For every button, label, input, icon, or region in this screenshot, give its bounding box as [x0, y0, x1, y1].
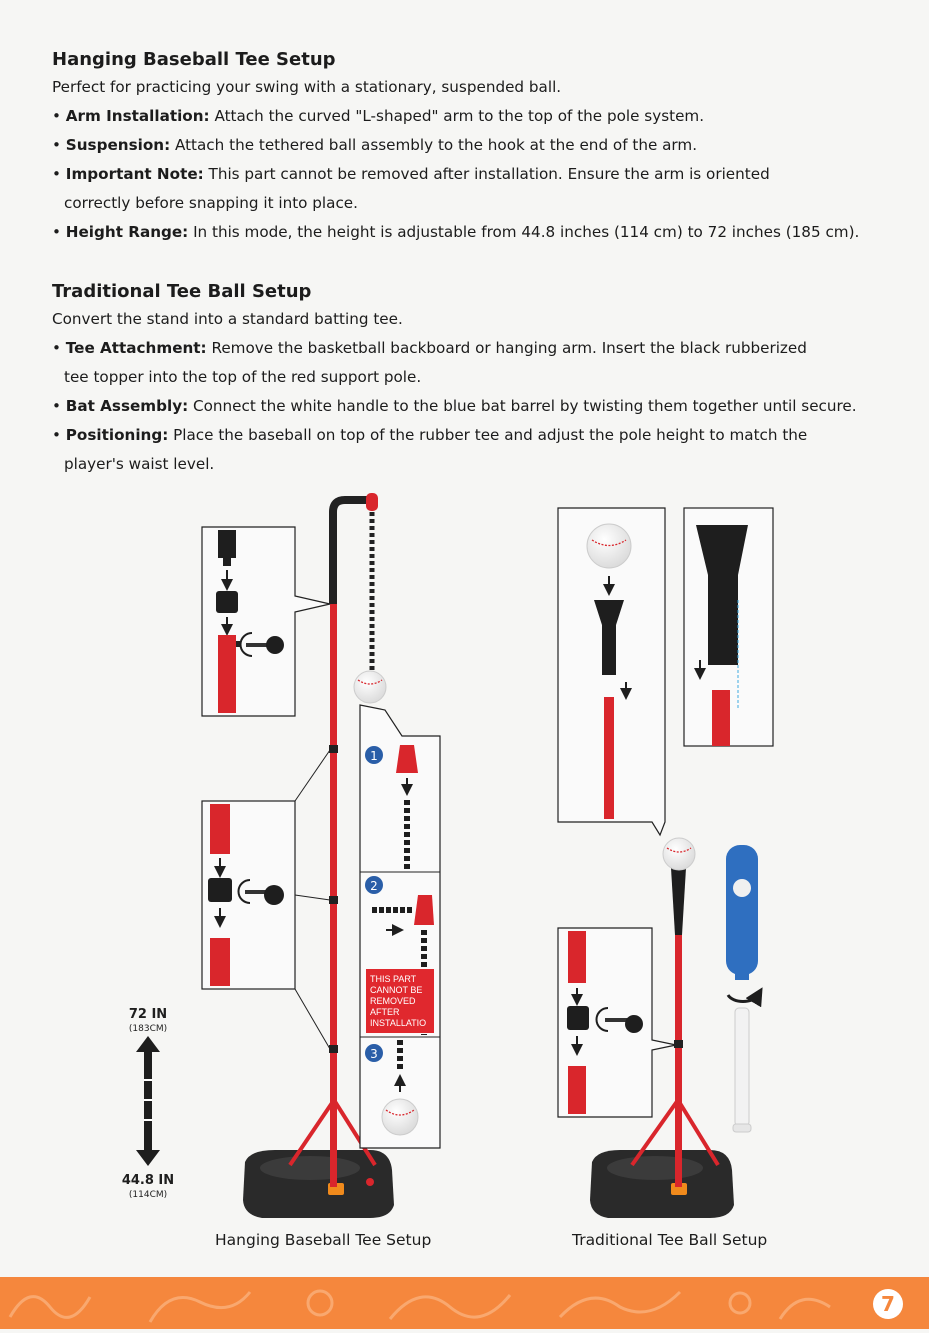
svg-text:CANNOT BE: CANNOT BE	[370, 985, 423, 995]
bullet-height-range: • Height Range: In this mode, the height is adjustable from 44.8 inches (114 cm) to 72 inches (185 cm).	[52, 223, 860, 241]
bullet-suspension: • Suspension: Attach the tethered ball assembly to the hook at the end of the arm.	[52, 136, 698, 154]
bullet-arm-installation: • Arm Installation: Attach the curved "L-shaped" arm to the top of the pole system.	[52, 107, 705, 125]
svg-text:AFTER: AFTER	[370, 1007, 400, 1017]
swirl-pattern	[0, 1277, 929, 1329]
svg-text:(114CM): (114CM)	[128, 1190, 168, 1200]
svg-text:REMOVED: REMOVED	[370, 996, 416, 1006]
step-badge-3	[365, 1044, 383, 1062]
inset-tee-topper	[558, 508, 665, 835]
svg-text:3: 3	[370, 1047, 378, 1061]
bullet-important-note-cont: correctly before snapping it into place.	[64, 194, 358, 212]
svg-text:2: 2	[370, 879, 378, 893]
svg-text:1: 1	[370, 749, 378, 763]
inset-tee-clamp	[558, 928, 676, 1117]
height-indicator	[122, 1007, 174, 1200]
section-intro: Convert the stand into a standard batting tee.	[52, 310, 403, 328]
bullet-important-note: • Important Note: This part cannot be removed after installation. Ensure the arm is oriented	[52, 165, 770, 183]
caption-traditional: Traditional Tee Ball Setup	[572, 1231, 768, 1249]
step-badge-1	[365, 746, 383, 764]
caption-hanging: Hanging Baseball Tee Setup	[215, 1231, 432, 1249]
svg-text:72 IN: 72 IN	[128, 1007, 168, 1022]
page-number: 7	[873, 1289, 903, 1319]
bullet-positioning: • Positioning: Place the baseball on top of the rubber tee and adjust the pole height to match the	[52, 426, 808, 444]
bullet-tee-attachment: • Tee Attachment: Remove the basketball backboard or hanging arm. Insert the black rubberized	[52, 339, 807, 357]
inset-tether-steps	[360, 705, 440, 1148]
section-title: Hanging Baseball Tee Setup	[52, 49, 336, 70]
bat-icon	[726, 845, 758, 1132]
svg-text:44.8 IN: 44.8 IN	[121, 1173, 175, 1188]
svg-text:INSTALLATIO: INSTALLATIO	[370, 1018, 427, 1028]
section-title: Traditional Tee Ball Setup	[52, 281, 312, 302]
inset-arm-clamp	[202, 527, 330, 716]
svg-text:THIS PART: THIS PART	[370, 974, 417, 984]
inset-topper-detail	[684, 508, 773, 746]
bullet-tee-attachment-cont: tee topper into the top of the red support pole.	[64, 368, 422, 386]
page-footer-band	[0, 1277, 929, 1329]
step-badge-2	[365, 876, 383, 894]
bullet-positioning-cont: player's waist level.	[64, 455, 215, 473]
bullet-bat-assembly: • Bat Assembly: Connect the white handle to the blue bat barrel by twisting them together until secure.	[52, 397, 857, 415]
section-intro: Perfect for practicing your swing with a stationary, suspended ball.	[52, 78, 562, 96]
inset-pole-clamp	[202, 750, 330, 1049]
svg-text:(183CM): (183CM)	[128, 1024, 168, 1034]
